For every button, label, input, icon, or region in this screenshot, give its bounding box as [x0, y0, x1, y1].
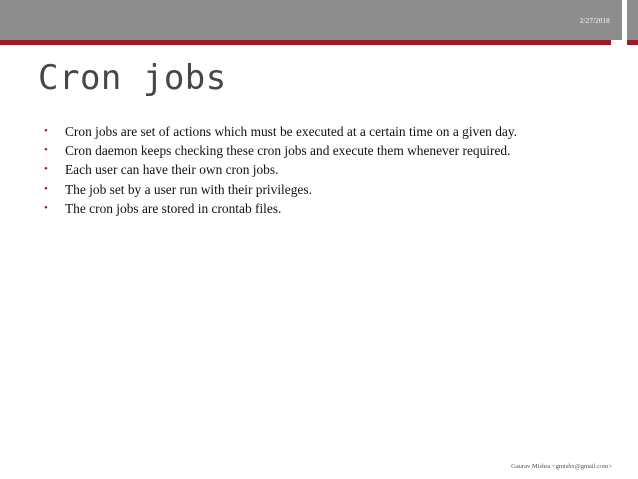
slide-title: Cron jobs [38, 58, 227, 98]
slide-footer: Gaurav Mishra <gmishx@gmail.com> [511, 463, 612, 470]
bullet-text: Cron daemon keeps checking these cron jobs and execute them whenever required. [65, 143, 511, 159]
bullet-item [44, 160, 624, 179]
bullet-marker: • [44, 144, 48, 157]
header-bar [0, 0, 622, 40]
slide-date: 2/27/2018 [579, 17, 610, 25]
bullet-item [44, 141, 624, 160]
bullet-text: Cron jobs are set of actions which must be executed at a certain time on a given day. [65, 124, 518, 139]
bullet-marker: • [44, 163, 48, 176]
bullet-item [44, 122, 624, 141]
bullet-text: Each user can have their own cron jobs. [65, 162, 279, 178]
bullet-text: The job set by a user run with their privileges. [65, 181, 312, 197]
side-block-red [627, 40, 638, 45]
side-block-gray [627, 0, 638, 40]
bullet-list [44, 122, 624, 218]
bullet-marker: • [44, 182, 48, 195]
bullet-marker: • [44, 125, 48, 137]
header-accent-stripe [0, 40, 611, 45]
bullet-item [44, 199, 624, 218]
bullet-item [44, 180, 624, 199]
bullet-marker: • [44, 201, 48, 214]
bullet-text: The cron jobs are stored in crontab files. [65, 200, 282, 216]
